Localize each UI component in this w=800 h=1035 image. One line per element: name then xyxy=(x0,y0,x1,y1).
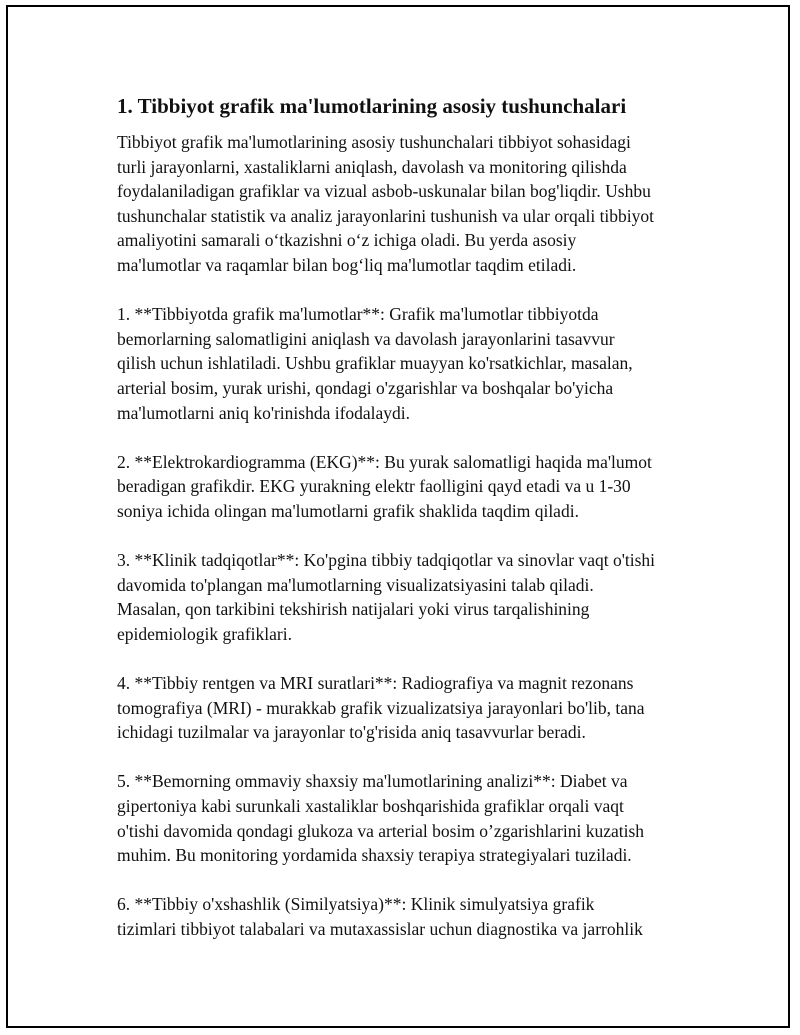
paragraph-item-5: 5. **Bemorning ommaviy shaxsiy ma'lumotlarining analizi**: Diabet va gipertoniya kabi surunkali xastaliklar boshqarishida grafiklar orqali vaqt o'tishi davomida qondagi glukoza va arterial bosim o’zgarishlarini kuzatish muhim. Bu monitoring yordamida shaxsiy terapiya strategiyalari tuziladi. xyxy=(117,771,645,866)
paragraph-item-6: 6. **Tibbiy o'xshashlik (Similyatsiya)**: Klinik simulyatsiya grafik tizimlari tibbiyot talabalari va mutaxassislar uchun diagnostika va jarrohlik xyxy=(117,894,643,939)
paragraph-item-4: 4. **Tibbiy rentgen va MRI suratlari**: Radiografiya va magnit rezonans tomografiya (MRI) - murakkab grafik vizualizatsiya jarayonlari bo'lib, tana ichidagi tuzilmalar va jarayonlar to'g'risida aniq tasavvurlar beradi. xyxy=(117,673,645,743)
section-heading: 1. Tibbiyot grafik ma'lumotlarining asosiy tushunchalari xyxy=(117,94,627,118)
document-body xyxy=(117,92,692,966)
paragraph-item-3: 3. **Klinik tadqiqotlar**: Ko'pgina tibbiy tadqiqotlar va sinovlar vaqt o'tishi davomida to'plangan ma'lumotlarning visualizatsiyasini talab qiladi. Masalan, qon tarkibini tekshirish natijalari yoki virus tarqalishining epidemiologik grafiklari. xyxy=(117,550,656,644)
paragraph-item-2: 2. **Elektrokardiogramma (EKG)**: Bu yurak salomatligi haqida ma'lumot beradigan grafikdir. EKG yurakning elektr faolligini qayd etadi va u 1-30 soniya ichida olingan ma'lumotlarni grafik shaklida taqdim qiladi. xyxy=(117,451,652,521)
intro-paragraph: Tibbiyot grafik ma'lumotlarining asosiy tushunchalari tibbiyot sohasidagi turli jarayonlarni, xastaliklarni aniqlash, davolash va monitoring qilishda foydalaniladigan grafiklar va vizual asbob-uskunalar bilan bog'liqdir. Ushbu tushunchalar statistik va analiz jarayonlarini tushunish va ular orqali tibbiyot amaliyotini samarali o‘tkazishni o‘z ichiga oladi. Bu yerda asosiy ma'lumotlar va raqamlar bilan bog‘liq ma'lumotlar taqdim etiladi. xyxy=(117,132,655,275)
paragraph-item-1: 1. **Tibbiyotda grafik ma'lumotlar**: Grafik ma'lumotlar tibbiyotda bemorlarning salomatligini aniqlash va davolash jarayonlarini tasavvur qilish uchun ishlatiladi. Ushbu grafiklar muayyan ko'rsatkichlar, masalan, arterial bosim, yurak urishi, qondagi o'zgarishlar va boshqalar bo'yicha ma'lumotlarni aniq ko'rinishda ifodalaydi. xyxy=(117,304,633,423)
